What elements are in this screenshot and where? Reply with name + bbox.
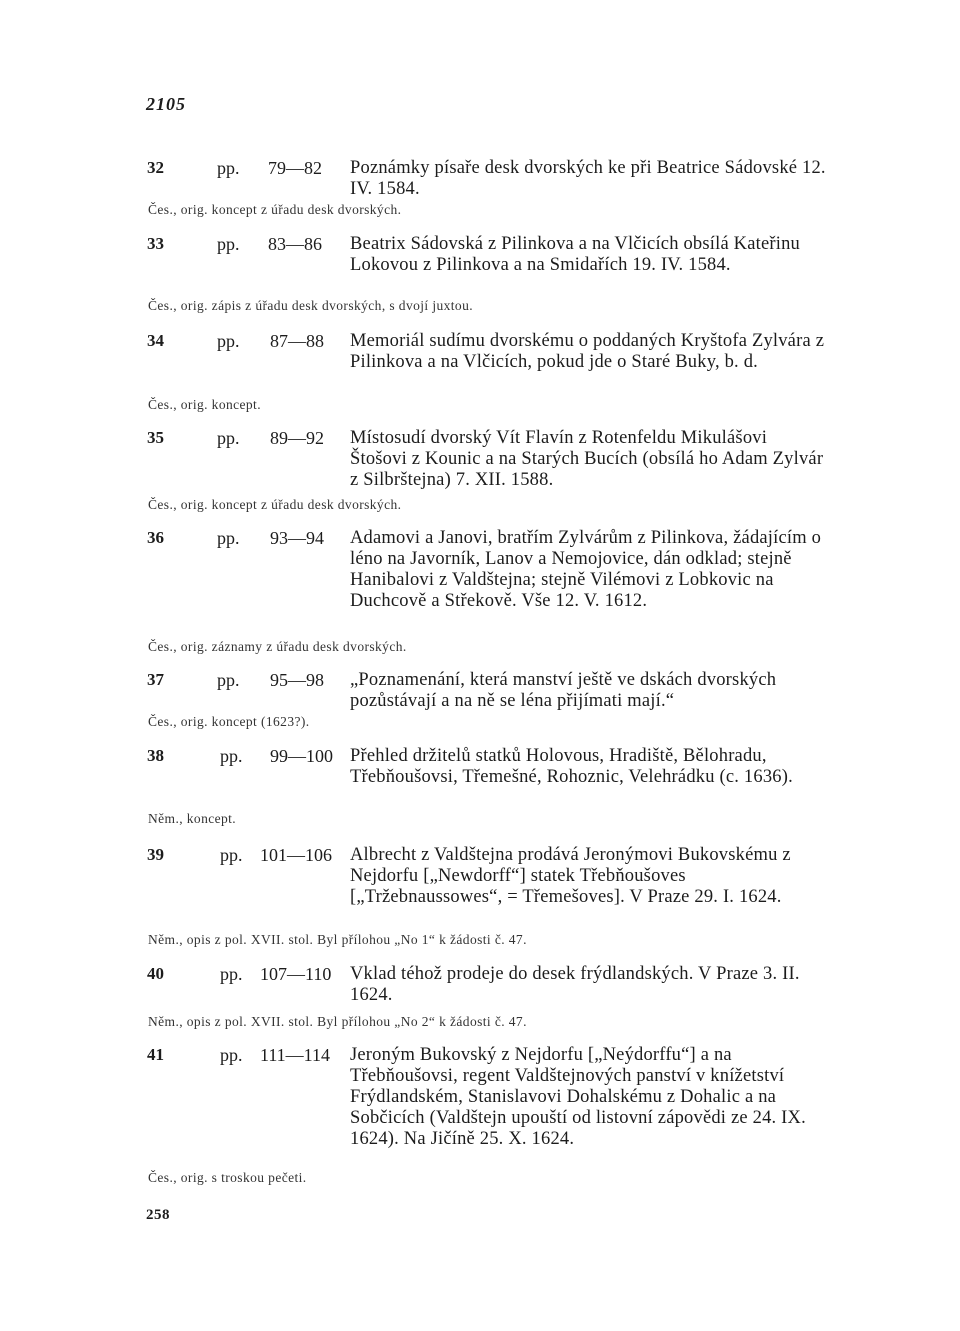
range-value: 79—82 bbox=[268, 158, 322, 178]
entry-note: Něm., opis z pol. XVII. stol. Byl přílohou „No 1“ k žádosti č. 47. bbox=[148, 932, 527, 947]
entry-number: 38 bbox=[147, 746, 164, 765]
entry-text: „Poznamenání, která manství ještě ve dskách dvorských pozůstávají a na ně se léna přijímati mají.“ bbox=[350, 670, 777, 711]
range-value: 93—94 bbox=[270, 528, 324, 548]
entry-number: 35 bbox=[147, 428, 164, 447]
pp-label: pp. bbox=[217, 234, 240, 254]
pp-label: pp. bbox=[217, 528, 240, 548]
entry-number: 37 bbox=[147, 670, 164, 689]
pp-label: pp. bbox=[220, 746, 243, 766]
range-value: 111—114 bbox=[260, 1045, 330, 1065]
entry-note: Čes., orig. koncept z úřadu desk dvorských. bbox=[148, 202, 402, 217]
entry-number: 33 bbox=[147, 234, 164, 253]
entry-number: 32 bbox=[147, 158, 164, 177]
entry-text: Beatrix Sádovská z Pilinkova a na Vlčicích obsílá Kateřinu Lokovou z Pilinkova a na Smidařích 19. IV. 1584. bbox=[350, 234, 801, 275]
range-value: 87—88 bbox=[270, 331, 324, 351]
entry-number: 36 bbox=[147, 528, 164, 547]
entry-text: Adamovi a Janovi, bratřím Zylvárům z Pilinkova, žádajícím o léno na Javorník, Lanov a Nemojovice, dán odklad; stejně Hanibalovi z Valdštejna; stejně Vilémovi z Lobkovic na Duchcově a Střekově. Vše 12. V. 1612. bbox=[350, 528, 822, 611]
pp-label: pp. bbox=[220, 845, 243, 865]
entry-text: Místosudí dvorský Vít Flavín z Rotenfeldu Mikulášovi Štošovi z Kounic a na Starých Bucích (obsílá ho Adam Zylvár z Silbrštejna) 7. XII. 1588. bbox=[350, 428, 824, 490]
entry-note: Čes., orig. s troskou pečeti. bbox=[148, 1170, 307, 1185]
entry-number: 34 bbox=[147, 331, 164, 350]
entry-number: 39 bbox=[147, 845, 164, 864]
range-value: 83—86 bbox=[268, 234, 322, 254]
entry-note: Něm., koncept. bbox=[148, 811, 237, 826]
entry-text: Albrecht z Valdštejna prodává Jeronýmovi Bukovskému z Nejdorfu [„Newdorff“] statek Třebňoušoves [„Tržebnaussowes“, = Třemešoves]. V Praze 29. I. 1624. bbox=[350, 845, 791, 907]
entry-number: 40 bbox=[147, 964, 164, 983]
range-value: 107—110 bbox=[260, 964, 332, 984]
entry-note: Něm., opis z pol. XVII. stol. Byl přílohou „No 2“ k žádosti č. 47. bbox=[148, 1014, 527, 1029]
pp-label: pp. bbox=[217, 670, 240, 690]
page-number: 258 bbox=[146, 1207, 170, 1223]
pp-label: pp. bbox=[217, 331, 240, 351]
pp-label: pp. bbox=[217, 428, 240, 448]
entry-note: Čes., orig. záznamy z úřadu desk dvorských. bbox=[148, 639, 407, 654]
entry-text: Vklad téhož prodeje do desek frýdlandských. V Praze 3. II. 1624. bbox=[350, 964, 800, 1005]
pp-label: pp. bbox=[220, 1045, 243, 1065]
entry-text: Jeroným Bukovský z Nejdorfu [„Neýdorffu“] a na Třebňoušovsi, regent Valdštejnových panství v knížetství Frýdlandském, Stanislavovi Dohalskému z Dohalic a na Sobčicích (Valdštejn upouští od listovní zápovědi ze 24. IX. 1624). Na Jičíně 25. X. 1624. bbox=[350, 1045, 806, 1149]
entry-note: Čes., orig. koncept z úřadu desk dvorských. bbox=[148, 497, 402, 512]
pp-label: pp. bbox=[217, 158, 240, 178]
entry-note: Čes., orig. koncept. bbox=[148, 397, 261, 412]
archive-signature: 2105 bbox=[146, 94, 186, 114]
range-value: 89—92 bbox=[270, 428, 324, 448]
pp-label: pp. bbox=[220, 964, 243, 984]
entry-text: Přehled držitelů statků Holovous, Hradiště, Bělohradu, Třebňoušovsi, Třemešné, Rohoznic, Velehrádku (c. 1636). bbox=[350, 746, 793, 787]
range-value: 101—106 bbox=[260, 845, 332, 865]
range-value: 99—100 bbox=[270, 746, 333, 766]
entry-note: Čes., orig. zápis z úřadu desk dvorských, s dvojí juxtou. bbox=[148, 298, 474, 313]
entry-text: Memoriál sudímu dvorskému o poddaných Kryštofa Zylvára z Pilinkova a na Vlčicích, pokud jde o Staré Buky, b. d. bbox=[350, 331, 825, 372]
range-value: 95—98 bbox=[270, 670, 324, 690]
entry-text: Poznámky písaře desk dvorských ke při Beatrice Sádovské 12. IV. 1584. bbox=[350, 158, 826, 199]
entry-note: Čes., orig. koncept (1623?). bbox=[148, 714, 310, 729]
entry-number: 41 bbox=[147, 1045, 164, 1064]
